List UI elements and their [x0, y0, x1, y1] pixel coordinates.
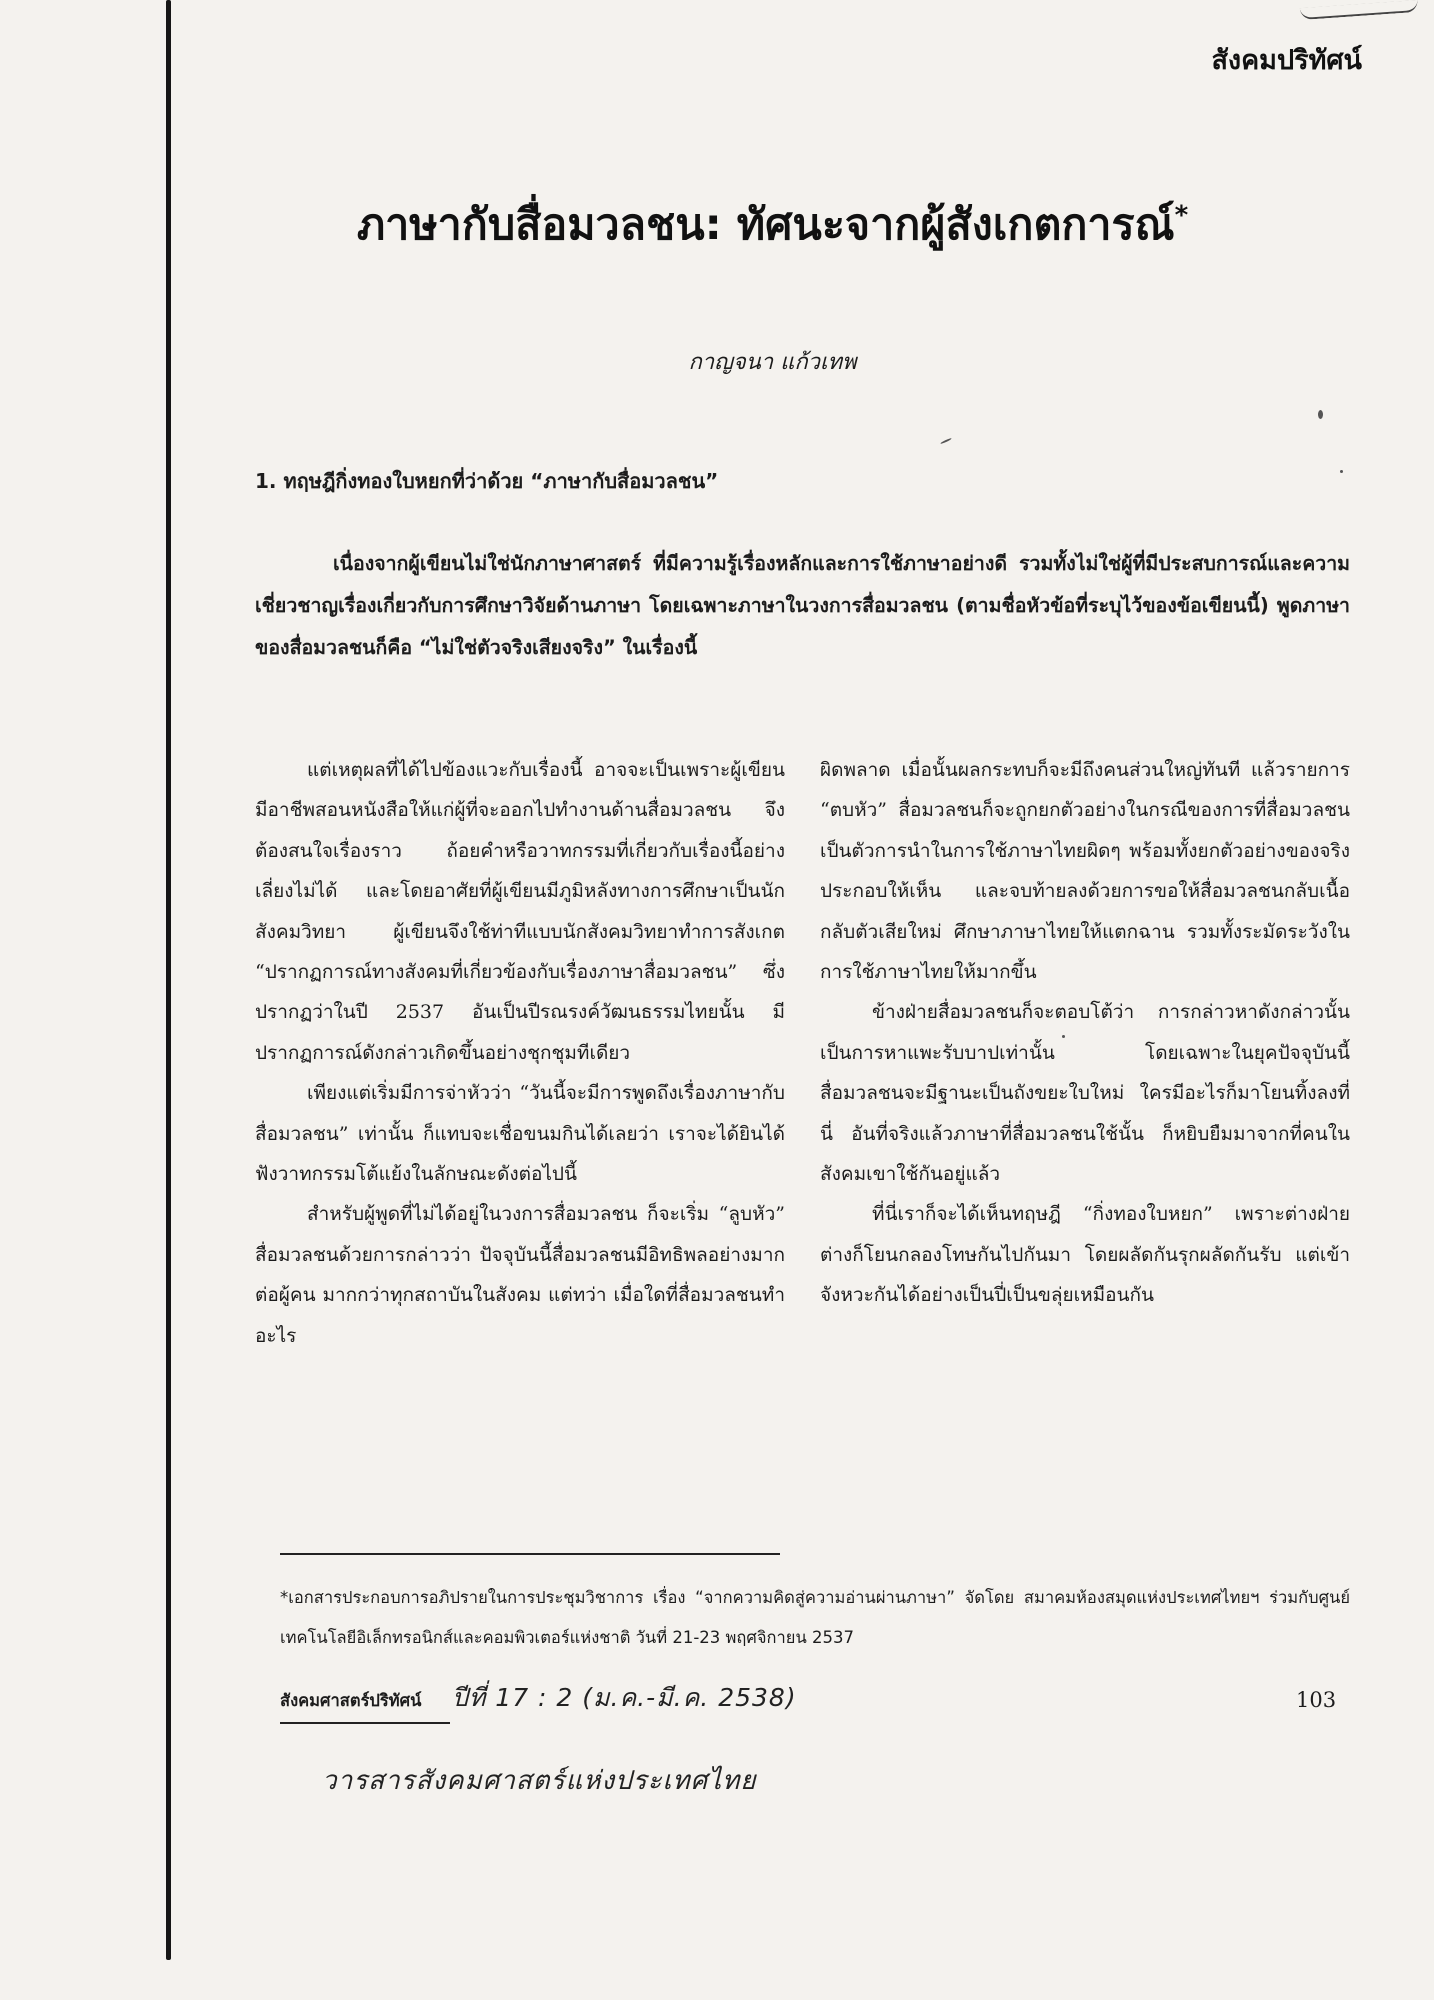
intro-paragraph: เนื่องจากผู้เขียนไม่ใช่นักภาษาศาสตร์ ที่มีความรู้เรื่องหลักและการใช้ภาษาอย่างดี รวมทั้งไม่ใช่ผู้ที่มีประสบการณ์และความเชี่ยวชาญเรื่องเกี่ยวกับการศึกษาวิจัยด้านภาษา โดยเฉพาะภาษาในวงการสื่อมวลชน (ตามชื่อหัวข้อที่ระบุไว้ของข้อเขียนนี้) พูดภาษาของสื่อมวลชนก็คือ “ไม่ใช่ตัวจริงเสียงจริง” ในเรื่องนี้ [255, 552, 1350, 659]
binding-spine-line [166, 0, 171, 1960]
body-paragraph: ข้างฝ่ายสื่อมวลชนก็จะตอบโต้ว่า การกล่าวหาดังกล่าวนั้นเป็นการหาแพะรับบาปเท่านั้น โดยเฉพาะในยุคปัจจุบันนี้ สื่อมวลชนจะมีฐานะเป็นถังขยะใบใหม่ ใครมีอะไรก็มาโยนทิ้งลงที่นี่ อันที่จริงแล้วภาษาที่สื่อมวลชนใช้นั้น ก็หยิบยืมมาจากที่คนในสังคมเขาใช้กันอยู่แล้ว [820, 1001, 1350, 1186]
footnote-divider [280, 1553, 780, 1555]
scan-speck [1318, 410, 1323, 419]
article-title-text: ภาษากับสื่อมวลชน: ทัศนะจากผู้สังเกตการณ์ [356, 200, 1175, 250]
author-name: กาญจนา แก้วเทพ [688, 350, 857, 375]
page-number: 103 [1296, 1688, 1337, 1712]
body-paragraph: เพียงแต่เริ่มมีการจ่าหัวว่า “วันนี้จะมีการพูดถึงเรื่องภาษากับสื่อมวลชน” เท่านั้น ก็แทบจะเชื่อขนมกินได้เลยว่า เราจะได้ยินได้ฟังวาทกรรมโต้แย้งในลักษณะดังต่อไปนี้ [255, 1082, 785, 1186]
body-paragraph: แต่เหตุผลที่ได้ไปข้องแวะกับเรื่องนี้ อาจจะเป็นเพราะผู้เขียนมีอาชีพสอนหนังสือให้แก่ผู้ที่จะออกไปทำงานด้านสื่อมวลชน จึงต้องสนใจเรื่องราว ถ้อยคำหรือวาทกรรมที่เกี่ยวกับเรื่องนี้อย่างเลี่ยงไม่ได้ และโดยอาศัยที่ผู้เขียนมีภูมิหลังทางการศึกษาเป็นนักสังคมวิทยา ผู้เขียนจึงใช้ท่าทีแบบนักสังคมวิทยาทำการสังเกต “ปรากฏการณ์ทางสังคมที่เกี่ยวข้องกับเรื่องภาษาสื่อมวลชน” ซึ่งปรากฏว่าในปี 2537 อันเป็นปีรณรงค์วัฒนธรรมไทยนั้น มีปรากฏการณ์ดังกล่าวเกิดขึ้นอย่างชุกชุมทีเดียว [255, 759, 785, 1064]
footer-journal-name: สังคมศาสตร์ปริทัศน์ [280, 1691, 422, 1710]
handwritten-issue-note: ปีที่ 17 : 2 (ม.ค.-มี.ค. 2538) [452, 1683, 797, 1712]
scan-speck [940, 438, 952, 445]
scan-speck [1062, 1035, 1065, 1038]
body-paragraph-continued: ผิดพลาด เมื่อนั้นผลกระทบก็จะมีถึงคนส่วนใหญ่ทันที แล้วรายการ “ตบหัว” สื่อมวลชนก็จะถูกยกตัวอย่างในกรณีของการที่สื่อมวลชนเป็นตัวการนำในการใช้ภาษาไทยผิดๆ พร้อมทั้งยกตัวอย่างของจริงประกอบให้เห็น และจบท้ายลงด้วยการขอให้สื่อมวลชนกลับเนื้อกลับตัวเสียใหม่ ศึกษาภาษาไทยให้แตกฉาน รวมทั้งระมัดระวังในการใช้ภาษาไทยให้มากขึ้น [820, 759, 1350, 984]
article-title [175, 190, 1370, 258]
handwritten-source-note: วารสารสังคมศาสตร์แห่งประเทศไทย [322, 1766, 757, 1796]
body-paragraph: ที่นี่เราก็จะได้เห็นทฤษฎี “กิ่งทองใบหยก” เพราะต่างฝ่ายต่างก็โยนกลองโทษกันไปกันมา โดยผลัดกันรุกผลัดกันรับ แต่เข้าจังหวะกันได้อย่างเป็นปี่เป็นขลุ่ยเหมือนกัน [820, 1203, 1350, 1307]
scan-speck [1340, 470, 1343, 473]
footnote: *เอกสารประกอบการอภิปรายในการประชุมวิชาการ เรื่อง “จากความคิดสู่ความอ่านผ่านภาษา” จัดโดย สมาคมห้องสมุดแห่งประเทศไทยฯ ร่วมกับศูนย์เทคโนโลยีอิเล็กทรอนิกส์และคอมพิวเตอร์แห่งชาติ วันที่ 21-23 พฤศจิกายน 2537 [280, 1588, 1350, 1647]
corner-pen-mark [1300, 0, 1419, 20]
left-column [255, 750, 785, 1356]
running-header: สังคมปริทัศน์ [1211, 45, 1362, 76]
footer-underline [280, 1722, 450, 1724]
body-paragraph: สำหรับผู้พูดที่ไม่ได้อยู่ในวงการสื่อมวลชน ก็จะเริ่ม “ลูบหัว” สื่อมวลชนด้วยการกล่าวว่า ปัจจุบันนี้สื่อมวลชนมีอิทธิพลอย่างมากต่อผู้คน มากกว่าทุกสถาบันในสังคม แต่ทว่า เมื่อใดที่สื่อมวลชนทำอะไร [255, 1203, 785, 1347]
footnote-mark: * [1174, 200, 1189, 231]
right-column [820, 750, 1350, 1316]
section-heading: 1. ทฤษฎีกิ่งทองใบหยกที่ว่าด้วย “ภาษากับสื่อมวลชน” [255, 469, 719, 493]
